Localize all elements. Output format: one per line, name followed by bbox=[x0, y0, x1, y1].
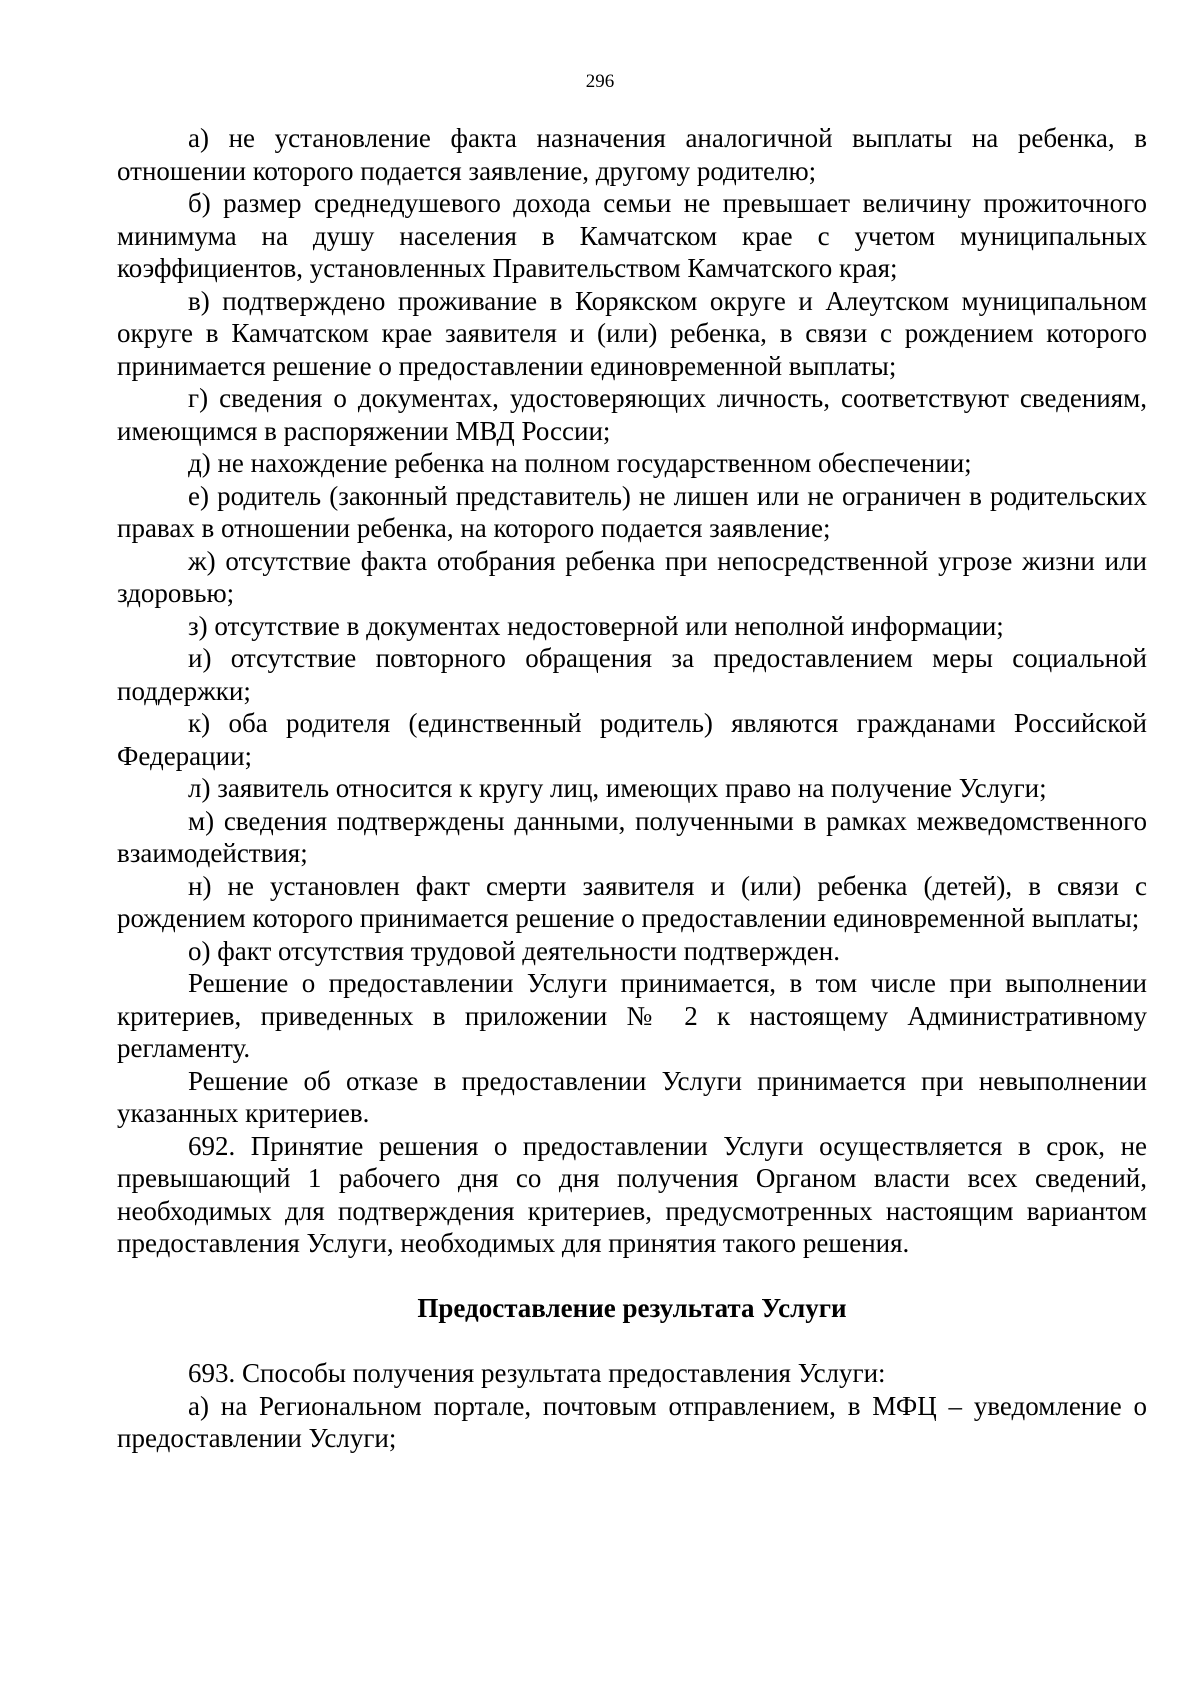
paragraph-criterion-e: е) родитель (законный представитель) не лишен или не ограничен в родительских правах в отношении ребенка, на которого подается заявление; bbox=[117, 480, 1147, 543]
paragraph-criterion-g: г) сведения о документах, удостоверяющих личность, соответствуют сведениям, имеющимся в распоряжении МВД России; bbox=[117, 383, 1147, 446]
page-number: 296 bbox=[585, 71, 615, 92]
paragraph-criterion-n: н) не установлен факт смерти заявителя и (или) ребенка (детей), в связи с рождением которого принимается решение о предоставлении единовременной выплаты; bbox=[117, 870, 1147, 933]
document-body bbox=[117, 122, 1147, 1455]
paragraph-criterion-a: а) не установление факта назначения аналогичной выплаты на ребенка, в отношении которого подается заявление, другому родителю; bbox=[117, 123, 1147, 186]
paragraph-decision-refused: Решение об отказе в предоставлении Услуги принимается при невыполнении указанных критериев. bbox=[117, 1065, 1147, 1128]
paragraph-693-a: а) на Региональном портале, почтовым отправлением, в МФЦ – уведомление о предоставлении Услуги; bbox=[117, 1390, 1147, 1453]
paragraph-criterion-l: л) заявитель относится к кругу лиц, имеющих право на получение Услуги; bbox=[188, 773, 1047, 803]
section-heading: Предоставление результата Услуги bbox=[417, 1293, 847, 1323]
paragraph-criterion-k: к) оба родителя (единственный родитель) являются гражданами Российской Федерации; bbox=[117, 708, 1147, 771]
paragraph-criterion-b: б) размер среднедушевого дохода семьи не превышает величину прожиточного минимума на душу населения в Камчатском крае с учетом муниципальных коэффициентов, установленных Правительством Камчатского края; bbox=[117, 188, 1147, 283]
paragraph-criterion-m: м) сведения подтверждены данными, полученными в рамках межведомственного взаимодействия; bbox=[117, 805, 1147, 868]
paragraph-692: 692. Принятие решения о предоставлении Услуги осуществляется в срок, не превышающий 1 рабочего дня со дня получения Органом власти всех сведений, необходимых для подтверждения критериев, предусмотренных настоящим вариантом предоставления Услуги, необходимых для принятия такого решения. bbox=[117, 1130, 1147, 1258]
paragraph-criterion-z: з) отсутствие в документах недостоверной или неполной информации; bbox=[188, 610, 1004, 641]
paragraph-693: 693. Способы получения результата предоставления Услуги: bbox=[188, 1358, 886, 1388]
paragraph-criterion-v: в) подтверждено проживание в Корякском округе и Алеутском муниципальном округе в Камчатском крае заявителя и (или) ребенка, в связи с рождением которого принимается решение о предоставлении единовременной выплаты; bbox=[117, 285, 1147, 381]
paragraph-criterion-o: о) факт отсутствия трудовой деятельности подтвержден. bbox=[188, 935, 840, 966]
paragraph-criterion-d: д) не нахождение ребенка на полном государственном обеспечении; bbox=[188, 448, 972, 478]
paragraph-criterion-i: и) отсутствие повторного обращения за предоставлением меры социальной поддержки; bbox=[117, 643, 1147, 706]
paragraph-criterion-zh: ж) отсутствие факта отобрания ребенка при непосредственной угрозе жизни или здоровью; bbox=[117, 545, 1147, 608]
paragraph-decision-granted: Решение о предоставлении Услуги принимается, в том числе при выполнении критериев, приведенных в приложении № 2 к настоящему Административному регламенту. bbox=[117, 968, 1147, 1063]
